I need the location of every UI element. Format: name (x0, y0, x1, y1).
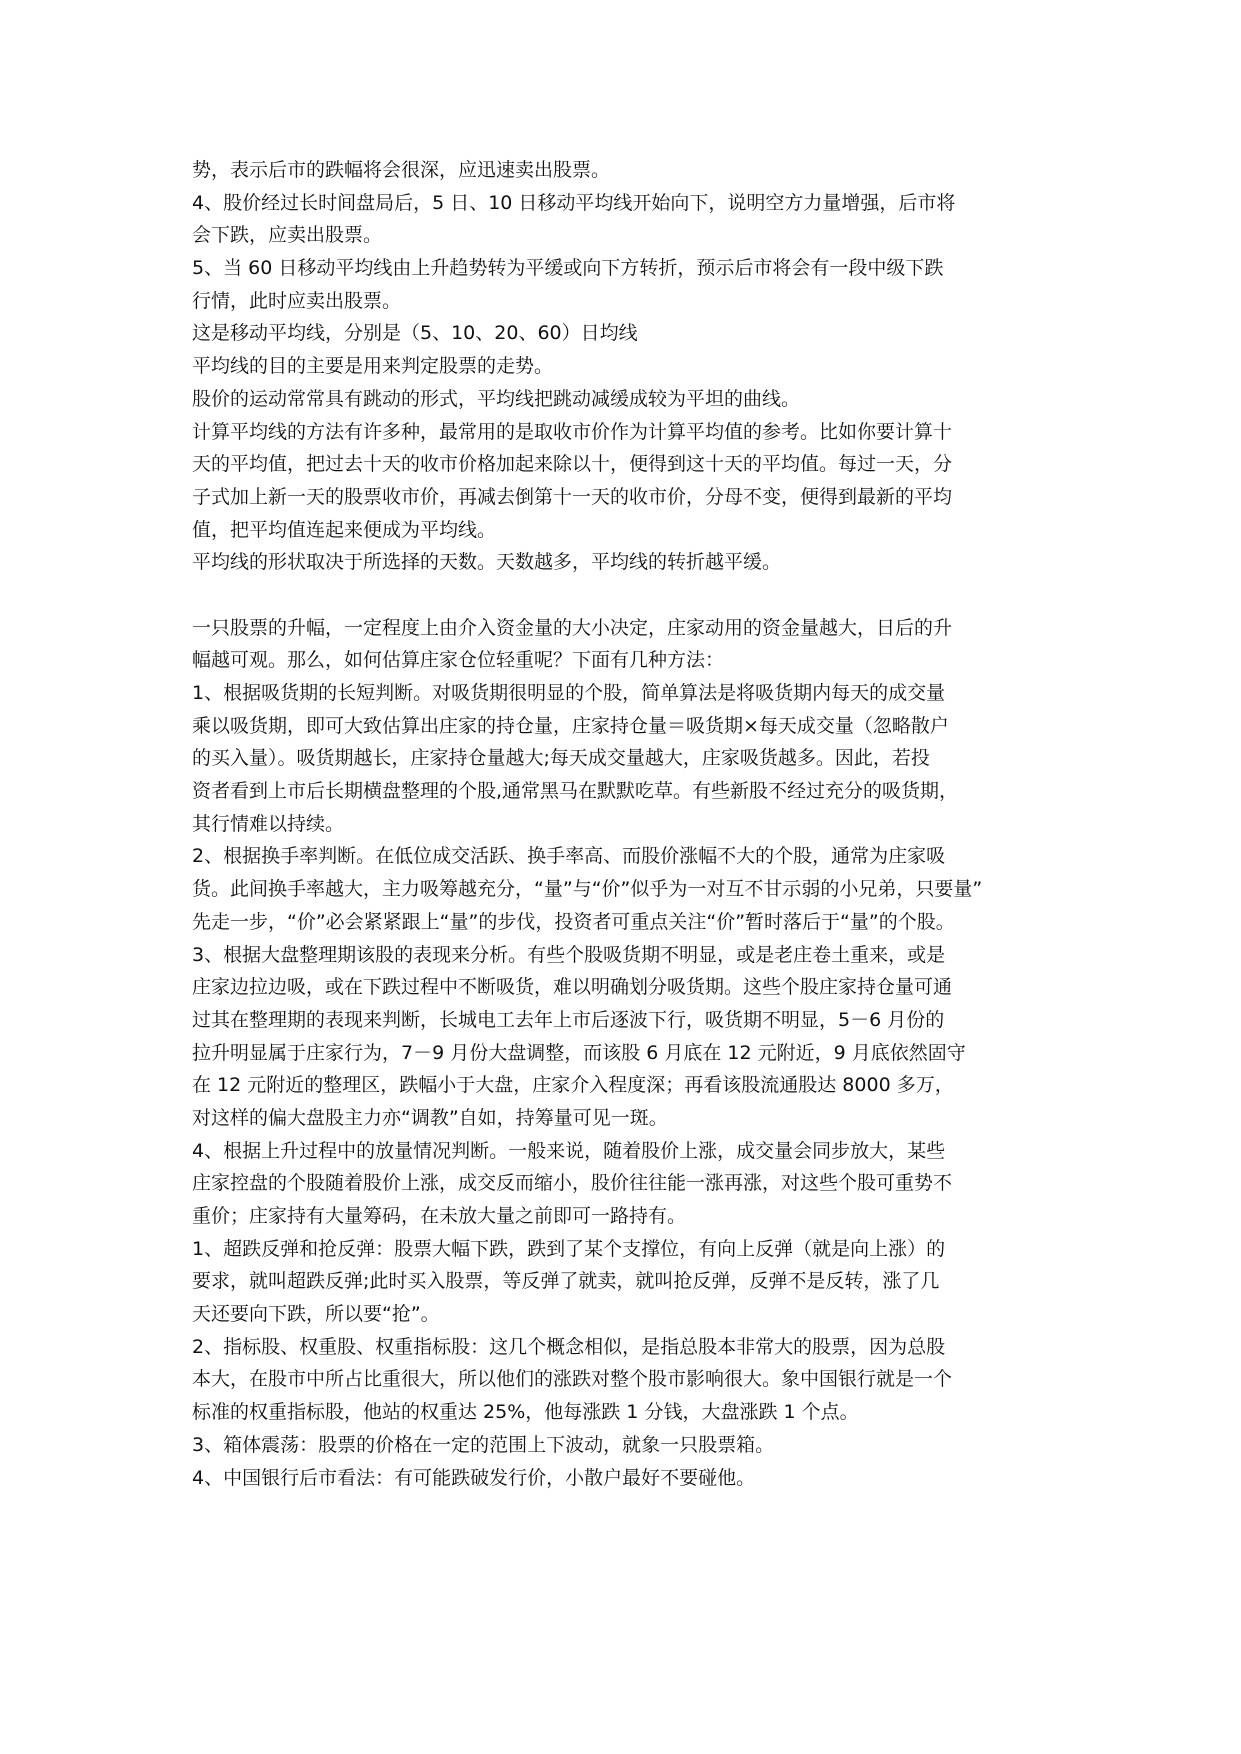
text-line: 一只股票的升幅，一定程度上由介入资金量的大小决定，庄家动用的资金量越大，日后的升 (192, 616, 953, 639)
text-line: 3、根据大盘整理期该股的表现来分析。有些个股吸货期不明显，或是老庄卷土重来，或是 (192, 943, 946, 966)
text-line: 货。此间换手率越大，主力吸筹越充分，“量”与“价”似乎为一对互不甘示弱的小兄弟，只要量” (192, 878, 983, 901)
text-line: 天的平均值，把过去十天的收市价格加起来除以十，便得到这十天的平均值。每过一天，分 (192, 453, 953, 476)
text-line: 平均线的形状取决于所选择的天数。天数越多，平均线的转折越平缓。 (192, 551, 782, 574)
text-line: 2、根据换手率判断。在低位成交活跃、换手率高、而股价涨幅不大的个股，通常为庄家吸 (192, 845, 946, 868)
text-line: 3、箱体震荡：股票的价格在一定的范围上下波动，就象一只股票箱。 (192, 1433, 775, 1456)
text-line: 庄家边拉边吸，或在下跌过程中不断吸货，难以明确划分吸货期。这些个股庄家持仓量可通 (192, 976, 953, 999)
text-line: 4、根据上升过程中的放量情况判断。一般来说，随着股价上涨，成交量会同步放大，某些 (192, 1139, 946, 1162)
text-line: 拉升明显属于庄家行为，7－9 月份大盘调整，而该股 6 月底在 12 元附近，9 月底依然固守 (192, 1041, 966, 1064)
text-line: 股价的运动常常具有跳动的形式，平均线把跳动减缓成较为平坦的曲线。 (192, 387, 801, 410)
text-line: 天还要向下跌，所以要“抢”。 (192, 1303, 440, 1326)
text-line: 乘以吸货期，即可大致估算出庄家的持仓量，庄家持仓量＝吸货期×每天成交量（忽略散户 (192, 714, 949, 737)
text-line: 势，表示后市的跌幅将会很深，应迅速卖出股票。 (192, 159, 611, 181)
text-line: 会下跌，应卖出股票。 (192, 224, 383, 247)
text-line: 在 12 元附近的整理区，跌幅小于大盘，庄家介入程度深；再看该股流通股达 8000 多万， (192, 1074, 954, 1097)
text-line: 先走一步，“价”必会紧紧跟上“量”的步伐，投资者可重点关注“价”暂时落后于“量”的个股。 (192, 910, 955, 933)
text-line: 对这样的偏大盘股主力亦“调教”自如，持筹量可见一斑。 (192, 1106, 668, 1129)
text-line: 子式加上新一天的股票收市价，再减去倒第十一天的收市价，分母不变，便得到最新的平均 (192, 485, 953, 508)
document-body (192, 154, 1064, 1494)
text-line: 庄家控盘的个股随着股价上涨，成交反而缩小，股价往往能一涨再涨，对这些个股可重势不 (192, 1172, 953, 1195)
text-line: 平均线的目的主要是用来判定股票的走势。 (192, 355, 554, 378)
blank-line (192, 579, 1064, 612)
text-line: 标准的权重指标股，他站的权重达 25%，他每涨跌 1 分钱，大盘涨跌 1 个点。 (192, 1401, 859, 1424)
text-line: 本大，在股市中所占比重很大，所以他们的涨跌对整个股市影响很大。象中国银行就是一个 (192, 1368, 953, 1391)
text-line: 幅越可观。那么，如何估算庄家仓位轻重呢？下面有几种方法： (192, 649, 725, 672)
text-line: 计算平均线的方法有许多种，最常用的是取收市价作为计算平均值的参考。比如你要计算十 (192, 420, 953, 443)
text-line: 1、根据吸货期的长短判断。对吸货期很明显的个股，简单算法是将吸货期内每天的成交量 (192, 682, 946, 704)
text-line: 2、指标股、权重股、权重指标股：这几个概念相似，是指总股本非常大的股票，因为总股 (192, 1335, 946, 1358)
text-line: 这是移动平均线，分别是（5、10、20、60）日均线 (192, 322, 638, 345)
text-line: 过其在整理期的表现来判断，长城电工去年上市后逐波下行，吸货期不明显，5－6 月份的 (192, 1008, 945, 1031)
text-line: 1、超跌反弹和抢反弹：股票大幅下跌，跌到了某个支撑位，有向上反弹（就是向上涨）的 (192, 1237, 946, 1260)
text-line: 重价；庄家持有大量筹码，在未放大量之前即可一路持有。 (192, 1205, 687, 1227)
text-line: 5、当 60 日移动平均线由上升趋势转为平缓或向下方转折，预示后市将会有一段中级下跌 (192, 257, 944, 280)
text-line: 的买入量）。吸货期越长，庄家持仓量越大;每天成交量越大，庄家吸货越多。因此，若投 (192, 747, 930, 770)
text-line: 4、股价经过长时间盘局后，5 日、10 日移动平均线开始向下，说明空方力量增强，后市将 (192, 191, 956, 214)
text-line: 要求，就叫超跌反弹;此时买入股票，等反弹了就卖，就叫抢反弹，反弹不是反转，涨了几 (192, 1270, 940, 1293)
text-line: 值，把平均值连起来便成为平均线。 (192, 518, 497, 541)
text-line: 4、中国银行后市看法：有可能跌破发行价，小散户最好不要碰他。 (192, 1466, 756, 1489)
text-line: 行情，此时应卖出股票。 (192, 289, 402, 312)
text-line: 其行情难以持续。 (192, 812, 345, 835)
text-line: 资者看到上市后长期横盘整理的个股,通常黑马在默默吃草。有些新股不经过充分的吸货期， (192, 780, 959, 803)
